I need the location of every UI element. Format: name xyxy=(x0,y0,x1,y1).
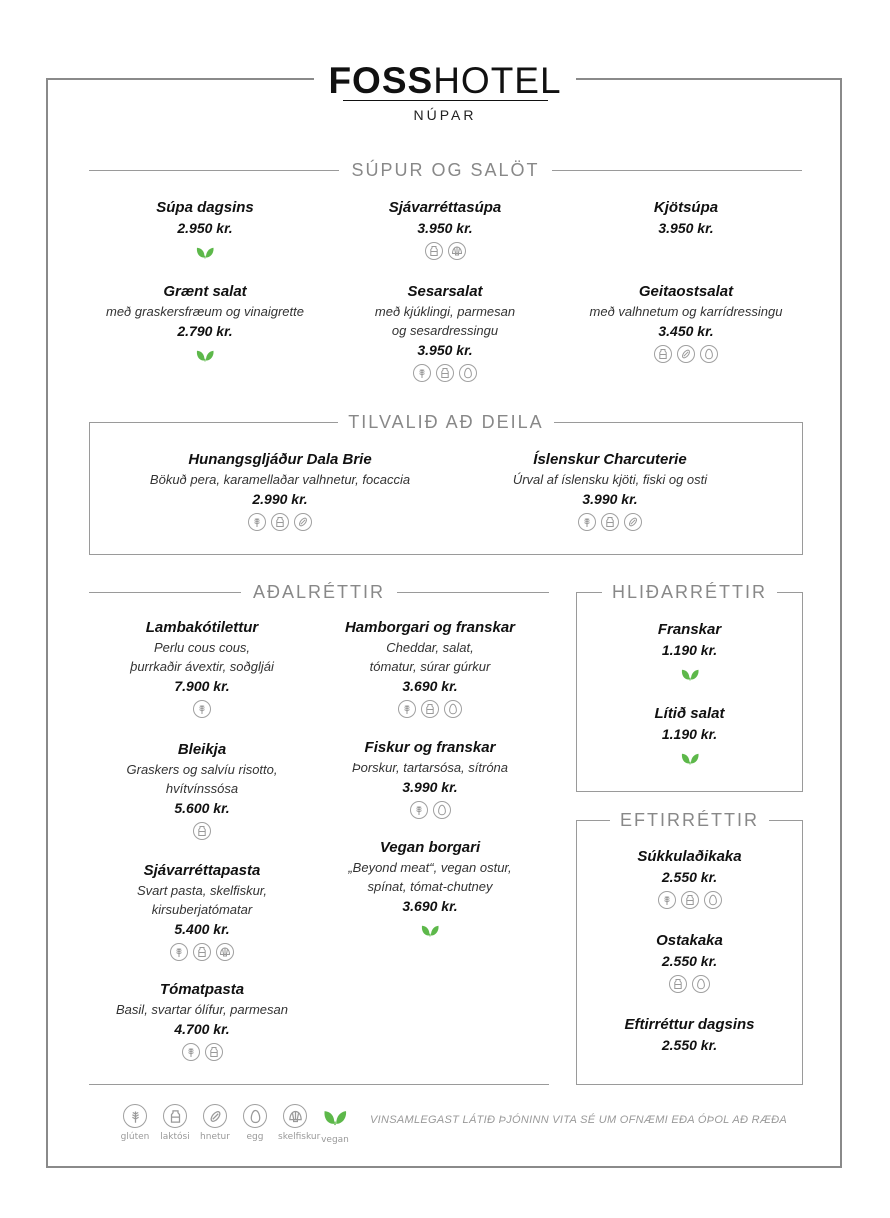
allergen-icons xyxy=(315,364,575,386)
menu-item-description: Cheddar, salat, xyxy=(386,640,474,655)
lactose-icon xyxy=(205,1043,223,1061)
menu-item-description: Graskers og salvíu risotto, xyxy=(126,762,278,777)
nuts-icon xyxy=(677,345,695,363)
egg-icon xyxy=(444,700,462,718)
menu-item-description: Basil, svartar ólífur, parmesan xyxy=(116,1002,288,1017)
lactose-icon xyxy=(163,1104,187,1128)
menu-item xyxy=(72,618,332,722)
shellfish-icon xyxy=(283,1104,307,1128)
menu-item-description: Þorskur, tartarsósa, sítróna xyxy=(351,760,509,775)
menu-item-price: 2.790 kr. xyxy=(177,323,233,339)
allergen-icons xyxy=(75,345,335,367)
section-mains-title xyxy=(89,582,549,602)
menu-item-name: Súpa dagsins xyxy=(156,199,254,216)
allergen-icons xyxy=(445,513,775,535)
section-title-text: HLIÐARRÉTTIR xyxy=(602,582,777,602)
menu-item-price: 3.950 kr. xyxy=(658,220,714,236)
gluten-icon xyxy=(193,700,211,718)
vegan-icon xyxy=(195,242,215,260)
vegan-icon xyxy=(680,748,700,766)
menu-item-price: 3.950 kr. xyxy=(417,342,473,358)
menu-item-name: Hamborgari og franskar xyxy=(344,619,516,636)
allergen-icons xyxy=(576,891,803,913)
allergen-icons xyxy=(72,1043,332,1065)
section-title-text: SÚPUR OG SALÖT xyxy=(339,160,551,180)
menu-item xyxy=(315,282,575,386)
lactose-icon xyxy=(193,943,211,961)
menu-item xyxy=(75,198,335,264)
menu-item-price: 3.990 kr. xyxy=(402,779,458,795)
legend-label: vegan xyxy=(321,1134,349,1145)
allergen-icons xyxy=(300,801,560,823)
menu-item-description: og sesardressingu xyxy=(391,323,499,338)
allergen-icons xyxy=(576,748,803,770)
menu-item xyxy=(300,838,560,942)
menu-item-description: Úrval af íslensku kjöti, fiski og osti xyxy=(512,472,708,487)
lactose-icon xyxy=(425,242,443,260)
gluten-icon xyxy=(182,1043,200,1061)
menu-item-price: 3.690 kr. xyxy=(402,678,458,694)
menu-item xyxy=(300,738,560,823)
menu-item-name: Bleikja xyxy=(177,741,227,758)
menu-item xyxy=(576,847,803,913)
legend-label: skelfiskur xyxy=(278,1131,321,1142)
menu-item-price: 3.450 kr. xyxy=(658,323,714,339)
shellfish-icon xyxy=(448,242,466,260)
menu-item-description: með valhnetum og karrídressingu xyxy=(589,304,783,319)
menu-item xyxy=(556,198,816,239)
legend-label: hnetur xyxy=(200,1131,230,1142)
menu-item-name: Íslenskur Charcuterie xyxy=(533,451,687,468)
menu-item xyxy=(445,450,775,535)
legend-item xyxy=(238,1104,272,1145)
hotel-logo xyxy=(314,62,576,123)
menu-item-name: Sesarsalat xyxy=(407,283,483,300)
menu-item xyxy=(72,980,332,1065)
nuts-icon xyxy=(294,513,312,531)
section-title-text: TILVALIÐ AÐ DEILA xyxy=(338,412,553,432)
lactose-icon xyxy=(436,364,454,382)
gluten-icon xyxy=(413,364,431,382)
allergen-icons xyxy=(556,345,816,367)
menu-item-description: þurrkaðir ávextir, soðgljái xyxy=(130,659,274,674)
legend-label: laktósi xyxy=(160,1131,190,1142)
lactose-icon xyxy=(669,975,687,993)
nuts-icon xyxy=(203,1104,227,1128)
section-title-text: EFTIRRÉTTIR xyxy=(610,810,769,830)
egg-icon xyxy=(459,364,477,382)
menu-item-price: 3.950 kr. xyxy=(417,220,473,236)
menu-item xyxy=(72,861,332,965)
menu-item-description: með graskersfræum og vinaigrette xyxy=(106,304,304,319)
vegan-icon xyxy=(322,1104,348,1128)
allergen-icons xyxy=(72,700,332,722)
legend-item xyxy=(198,1104,232,1145)
egg-icon xyxy=(243,1104,267,1128)
lactose-icon xyxy=(681,891,699,909)
menu-item-name: Sjávarréttasúpa xyxy=(388,199,502,216)
gluten-icon xyxy=(658,891,676,909)
menu-item-name: Fiskur og franskar xyxy=(364,739,496,756)
gluten-icon xyxy=(248,513,266,531)
menu-item xyxy=(576,1015,803,1056)
menu-item-name: Grænt salat xyxy=(163,283,247,300)
legend-label: glúten xyxy=(120,1131,150,1142)
egg-icon xyxy=(704,891,722,909)
menu-item-price: 4.700 kr. xyxy=(174,1021,230,1037)
menu-item xyxy=(75,282,335,367)
menu-item-name: Geitaostsalat xyxy=(638,283,734,300)
allergen-icons xyxy=(315,242,575,264)
legend-label: egg xyxy=(246,1131,264,1142)
menu-item-price: 1.190 kr. xyxy=(661,726,718,742)
menu-item-price: 2.950 kr. xyxy=(177,220,233,236)
lactose-icon xyxy=(601,513,619,531)
nuts-icon xyxy=(624,513,642,531)
hotel-location: NÚPAR xyxy=(413,107,477,123)
menu-item-name: Kjötsúpa xyxy=(653,199,719,216)
lactose-icon xyxy=(193,822,211,840)
menu-item-description: Bökuð pera, karamellaðar valhnetur, focaccia xyxy=(149,472,411,487)
menu-item xyxy=(115,450,445,535)
menu-item xyxy=(556,282,816,367)
gluten-icon xyxy=(578,513,596,531)
gluten-icon xyxy=(170,943,188,961)
menu-item-price: 7.900 kr. xyxy=(174,678,230,694)
allergen-icons xyxy=(75,242,335,264)
legend-item xyxy=(158,1104,192,1145)
egg-icon xyxy=(700,345,718,363)
menu-item-price: 2.550 kr. xyxy=(661,1037,718,1053)
menu-item-name: Vegan borgari xyxy=(379,839,481,856)
menu-item-price: 3.690 kr. xyxy=(402,898,458,914)
lactose-icon xyxy=(421,700,439,718)
menu-item-name: Eftirréttur dagsins xyxy=(624,1016,755,1033)
allergen-icons xyxy=(576,664,803,686)
menu-item-description: hvítvínssósa xyxy=(165,781,239,796)
menu-item-name: Franskar xyxy=(657,621,722,638)
allergen-icons xyxy=(300,920,560,942)
legend-item xyxy=(118,1104,152,1145)
menu-item-price: 2.990 kr. xyxy=(252,491,308,507)
section-title-text: AÐALRÉTTIR xyxy=(241,582,397,602)
menu-item-description: með kjúklingi, parmesan xyxy=(374,304,516,319)
egg-icon xyxy=(692,975,710,993)
menu-item-name: Lítið salat xyxy=(654,705,725,722)
allergen-icons xyxy=(576,975,803,997)
menu-item-name: Sjávarréttapasta xyxy=(143,862,261,879)
allergen-icons xyxy=(72,943,332,965)
logo-part-a: FOSS xyxy=(328,60,434,101)
section-soups-title xyxy=(89,160,802,180)
menu-item-description: „Beyond meat“, vegan ostur, xyxy=(348,860,512,875)
allergen-icons xyxy=(72,822,332,844)
menu-item xyxy=(576,704,803,770)
bottom-divider xyxy=(89,1084,549,1085)
menu-item-price: 3.990 kr. xyxy=(582,491,638,507)
menu-item-description: kirsuberjatómatar xyxy=(151,902,253,917)
logo-part-b: HOTEL xyxy=(433,60,562,101)
menu-item-price: 2.550 kr. xyxy=(661,953,718,969)
logo-wordmark xyxy=(314,62,576,100)
menu-item-price: 1.190 kr. xyxy=(661,642,718,658)
vegan-icon xyxy=(420,920,440,938)
menu-item-name: Tómatpasta xyxy=(159,981,245,998)
menu-item-description: Svart pasta, skelfiskur, xyxy=(136,883,268,898)
menu-item-name: Lambakótilettur xyxy=(145,619,259,636)
lactose-icon xyxy=(271,513,289,531)
menu-item-name: Súkkulaðikaka xyxy=(637,848,742,865)
allergen-legend xyxy=(118,1104,352,1145)
menu-item-description: spínat, tómat-chutney xyxy=(367,879,493,894)
legend-item xyxy=(318,1104,352,1145)
gluten-icon xyxy=(410,801,428,819)
allergen-icons xyxy=(300,700,560,722)
menu-item-description: Perlu cous cous, xyxy=(153,640,251,655)
menu-item xyxy=(72,740,332,844)
allergy-notice: VINSAMLEGAST LÁTIÐ ÞJÓNINN VITA SÉ UM OFNÆMI EÐA ÓÞOL AÐ RÆÐA xyxy=(370,1114,788,1126)
menu-item-price: 5.400 kr. xyxy=(174,921,230,937)
menu-item-description: tómatur, súrar gúrkur xyxy=(369,659,491,674)
menu-item xyxy=(576,931,803,997)
menu-item xyxy=(315,198,575,264)
gluten-icon xyxy=(123,1104,147,1128)
shellfish-icon xyxy=(216,943,234,961)
legend-item xyxy=(278,1104,321,1145)
menu-item-price: 2.550 kr. xyxy=(661,869,718,885)
menu-item-name: Ostakaka xyxy=(656,932,723,949)
menu-item-price: 5.600 kr. xyxy=(174,800,230,816)
menu-item xyxy=(576,620,803,686)
allergen-icons xyxy=(115,513,445,535)
vegan-icon xyxy=(680,664,700,682)
menu-item-name: Hunangsgljáður Dala Brie xyxy=(188,451,372,468)
vegan-icon xyxy=(195,345,215,363)
menu-item xyxy=(300,618,560,722)
lactose-icon xyxy=(654,345,672,363)
gluten-icon xyxy=(398,700,416,718)
egg-icon xyxy=(433,801,451,819)
